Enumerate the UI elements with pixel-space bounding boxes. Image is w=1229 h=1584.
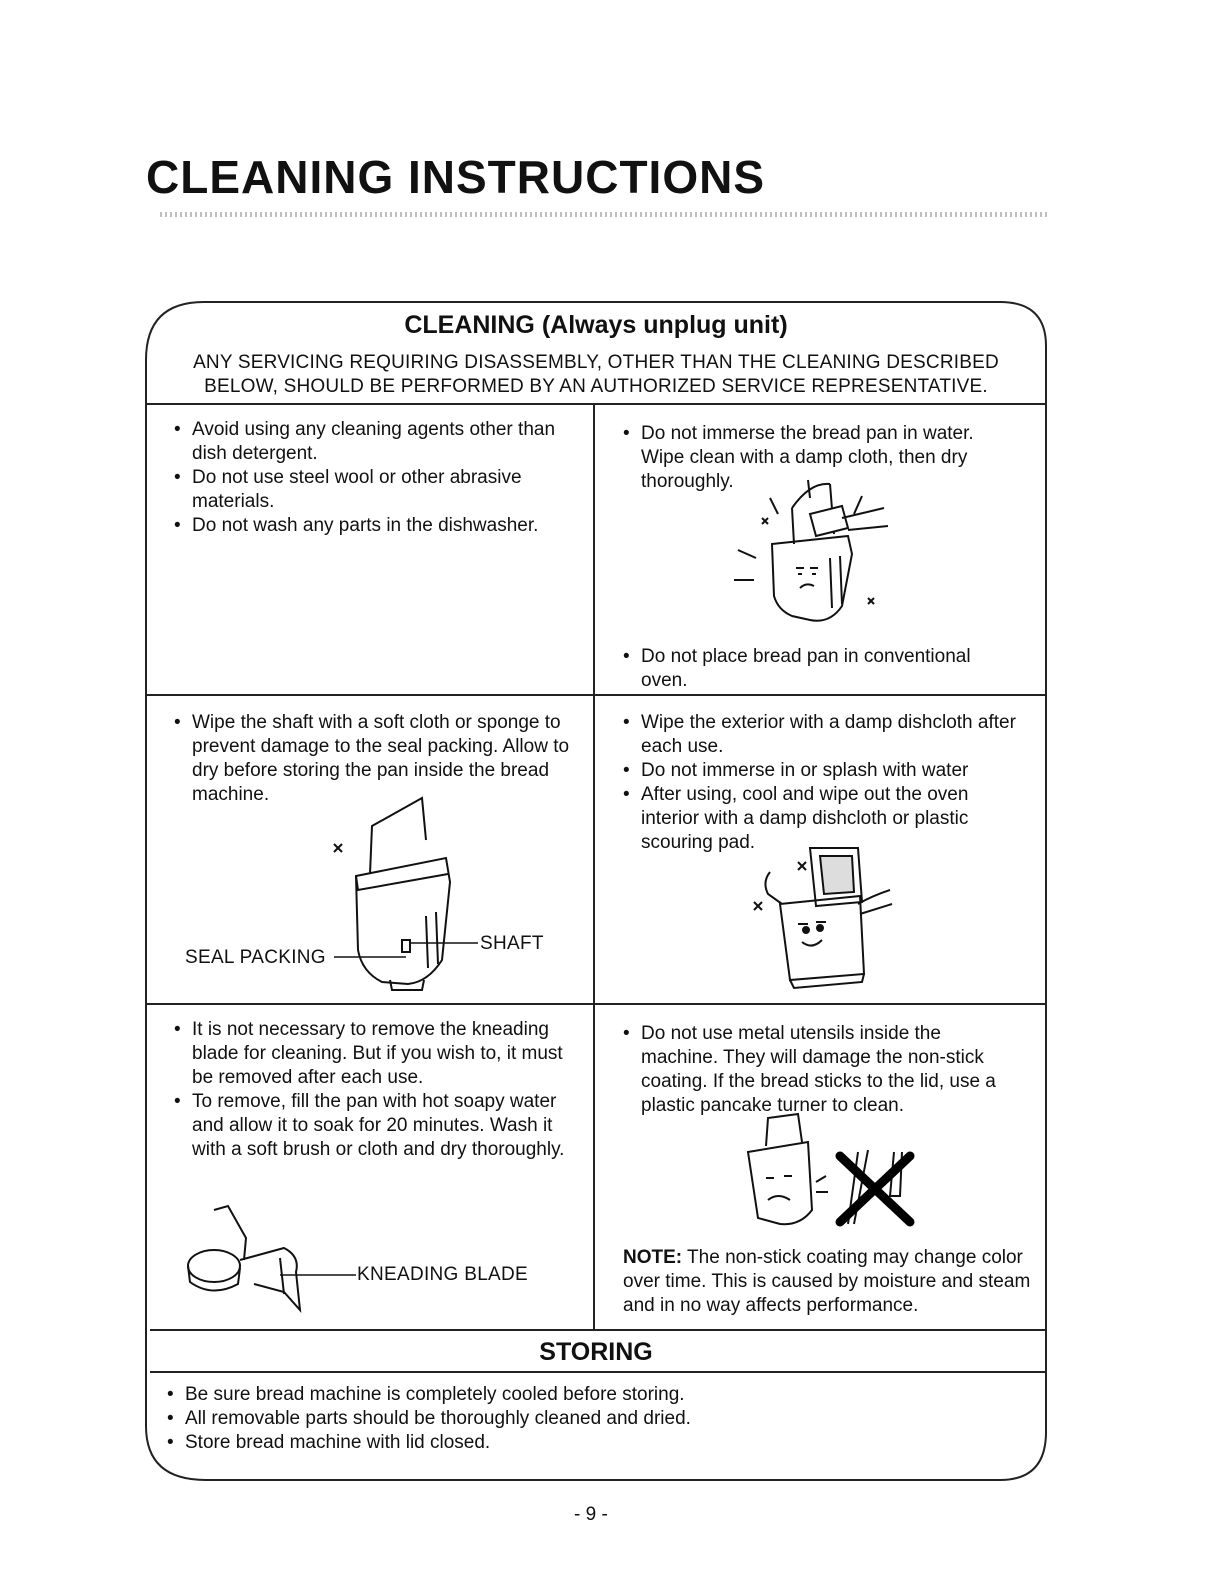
storing-list <box>165 1383 1025 1455</box>
shaft-label: SHAFT <box>480 933 544 954</box>
list-item: • Be sure bread machine is completely cooled before storing. <box>165 1383 1025 1407</box>
kneading-blade-list <box>172 1018 572 1162</box>
list-item: • Wipe the shaft with a soft cloth or sponge to prevent damage to the seal packing. Allow to dry before storing the pan inside the bread machine. <box>172 711 572 807</box>
page-title: CLEANING INSTRUCTIONS <box>146 151 765 203</box>
note-label: NOTE: <box>623 1247 683 1268</box>
general-cleaning-list <box>172 418 572 538</box>
oven-warning-list <box>621 645 1021 693</box>
exterior-cleaning-list <box>621 711 1021 855</box>
list-item: • After using, cool and wipe out the oven interior with a damp dishcloth or plastic scouring pad. <box>621 783 1021 855</box>
cleaning-heading: CLEANING (Always unplug unit) <box>404 311 788 339</box>
list-item: • Do not place bread pan in conventional oven. <box>621 645 1021 693</box>
kneading-blade-label: KNEADING BLADE <box>357 1264 529 1285</box>
note-text: The non-stick coating may change color over time. This is caused by moisture and steam and in no way affects performance. <box>623 1247 1031 1316</box>
list-item: • Do not wash any parts in the dishwasher. <box>172 514 572 538</box>
list-item: • Do not use metal utensils inside the machine. They will damage the non-stick coating. If the bread sticks to the lid, use a plastic pancake turner to clean. <box>621 1022 1021 1118</box>
service-warning-line-1: ANY SERVICING REQUIRING DISASSEMBLY, OTHER THAN THE CLEANING DESCRIBED <box>193 352 999 373</box>
list-item: • It is not necessary to remove the kneading blade for cleaning. But if you wish to, it must be removed after each use. <box>172 1018 572 1090</box>
list-item: • Wipe the exterior with a damp dishcloth after each use. <box>621 711 1021 759</box>
list-item: • Do not immerse the bread pan in water. Wipe clean with a damp cloth, then dry thoroughly. <box>621 422 1021 494</box>
page-number: - 9 - <box>574 1504 608 1525</box>
list-item: • Do not immerse in or splash with water <box>621 759 1021 783</box>
bread-machine-wiping-illustration <box>740 842 900 992</box>
seal-packing-label: SEAL PACKING <box>185 947 326 968</box>
no-metal-utensils-illustration <box>740 1112 920 1240</box>
list-item: • Avoid using any cleaning agents other than dish detergent. <box>172 418 572 466</box>
utensils-warning-list <box>621 1022 1021 1118</box>
bread-pan-wiping-illustration <box>730 478 900 628</box>
list-item: • To remove, fill the pan with hot soapy water and allow it to soak for 20 minutes. Wash it with a soft brush or cloth and dry thoroughly. <box>172 1090 572 1162</box>
service-warning-line-2: BELOW, SHOULD BE PERFORMED BY AN AUTHORIZED SERVICE REPRESENTATIVE. <box>204 376 988 397</box>
label-leader-lines <box>330 935 480 965</box>
kneading-blade-illustration <box>184 1198 359 1318</box>
list-item: • Do not use steel wool or other abrasive materials. <box>172 466 572 514</box>
non-stick-note <box>623 1246 1033 1318</box>
storing-heading: STORING <box>539 1338 653 1366</box>
list-item: • All removable parts should be thoroughly cleaned and dried. <box>165 1407 1025 1431</box>
list-item: • Store bread machine with lid closed. <box>165 1431 1025 1455</box>
